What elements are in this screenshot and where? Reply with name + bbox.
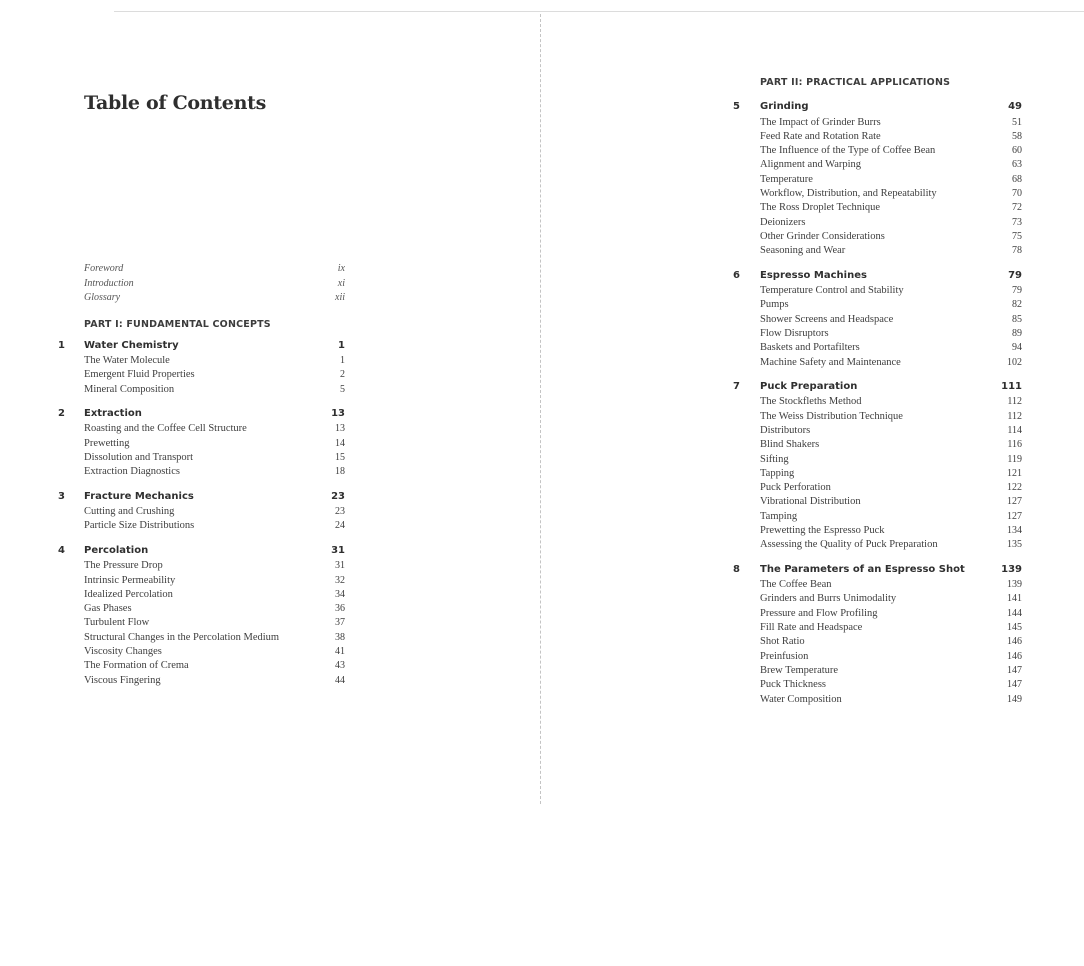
section-title: Temperature Control and Stability bbox=[760, 285, 904, 296]
section-page: 94 bbox=[1012, 342, 1022, 354]
section-title: Particle Size Distributions bbox=[84, 520, 195, 532]
section-page: 24 bbox=[335, 520, 345, 532]
section-title: Shower Screens and Headspace bbox=[760, 313, 894, 325]
section-page: 72 bbox=[1012, 202, 1022, 214]
section-entry bbox=[760, 158, 1022, 172]
section-page: 85 bbox=[1012, 313, 1022, 325]
section-title: Deionizers bbox=[760, 216, 806, 228]
front-matter-page: xi bbox=[337, 277, 345, 289]
section-entry bbox=[84, 631, 345, 645]
section-page: 63 bbox=[1012, 159, 1022, 171]
section-entry bbox=[84, 422, 345, 436]
section-page: 75 bbox=[1012, 230, 1022, 242]
section-entry bbox=[84, 505, 345, 519]
section-page: 44 bbox=[335, 674, 345, 686]
chapter-page: 23 bbox=[331, 490, 345, 502]
chapter-heading bbox=[55, 543, 345, 558]
section-page: 70 bbox=[1012, 188, 1022, 199]
front-matter-entry bbox=[84, 291, 345, 305]
section-entry bbox=[760, 144, 1022, 158]
section-title: Feed Rate and Rotation Rate bbox=[760, 130, 881, 142]
chapter-title: Water Chemistry bbox=[84, 339, 179, 351]
section-entry bbox=[84, 437, 345, 451]
front-matter-title: Glossary bbox=[84, 292, 121, 303]
section-title: Machine Safety and Maintenance bbox=[760, 356, 901, 368]
section-entry bbox=[84, 465, 345, 479]
section-page: 121 bbox=[1007, 467, 1022, 479]
section-page: 122 bbox=[1007, 482, 1022, 494]
section-entry bbox=[84, 588, 345, 602]
section-entry bbox=[84, 451, 345, 465]
section-title: Roasting and the Coffee Cell Structure bbox=[84, 423, 247, 435]
section-entry bbox=[84, 645, 345, 659]
chapter-number: 1 bbox=[58, 339, 65, 351]
section-entry bbox=[760, 327, 1022, 341]
section-entry bbox=[84, 368, 345, 382]
section-entry bbox=[760, 244, 1022, 258]
section-entry bbox=[84, 559, 345, 573]
chapter-number: 7 bbox=[733, 380, 740, 392]
section-entry bbox=[760, 495, 1022, 509]
section-page: 141 bbox=[1007, 593, 1022, 605]
section-title: Assessing the Quality of Puck Preparation bbox=[760, 539, 938, 551]
section-page: 119 bbox=[1007, 453, 1022, 465]
section-entry bbox=[84, 674, 345, 688]
section-title: Sifting bbox=[760, 453, 789, 465]
section-title: The Influence of the Type of Coffee Bean bbox=[760, 145, 936, 157]
section-entry bbox=[760, 678, 1022, 692]
section-page: 60 bbox=[1012, 145, 1022, 157]
chapter-title: Fracture Mechanics bbox=[84, 490, 194, 502]
section-page: 43 bbox=[335, 660, 345, 672]
section-entry bbox=[760, 116, 1022, 130]
part-heading: PART II: PRACTICAL APPLICATIONS bbox=[760, 77, 951, 88]
section-title: Mineral Composition bbox=[84, 383, 175, 395]
chapter-number: 5 bbox=[733, 101, 740, 112]
section-entry bbox=[84, 383, 345, 397]
section-title: The Ross Droplet Technique bbox=[760, 202, 881, 214]
section-page: 38 bbox=[335, 631, 345, 643]
chapter-heading bbox=[55, 489, 345, 504]
section-title: Emergent Fluid Properties bbox=[84, 369, 195, 381]
section-entry bbox=[760, 693, 1022, 707]
section-page: 18 bbox=[335, 466, 345, 478]
section-page: 135 bbox=[1007, 539, 1022, 551]
section-entry bbox=[760, 341, 1022, 355]
section-title: Grinders and Burrs Unimodality bbox=[760, 593, 897, 605]
section-entry bbox=[760, 635, 1022, 649]
front-matter-title: Foreword bbox=[84, 263, 124, 274]
section-entry bbox=[760, 621, 1022, 635]
section-title: The Formation of Crema bbox=[84, 660, 189, 672]
section-page: 116 bbox=[1007, 439, 1022, 451]
chapter-heading bbox=[730, 379, 1022, 394]
section-page: 13 bbox=[335, 423, 345, 435]
chapter-number: 4 bbox=[58, 544, 65, 556]
section-title: Extraction Diagnostics bbox=[84, 466, 180, 478]
section-title: Baskets and Portafilters bbox=[760, 342, 860, 354]
section-title: Prewetting the Espresso Puck bbox=[760, 525, 885, 536]
section-title: The Impact of Grinder Burrs bbox=[760, 116, 881, 128]
section-title: Turbulent Flow bbox=[84, 617, 150, 629]
section-page: 73 bbox=[1012, 216, 1022, 228]
section-title: Viscous Fingering bbox=[84, 674, 161, 686]
chapter-page: 31 bbox=[331, 544, 345, 556]
chapter-page: 49 bbox=[1008, 101, 1022, 112]
front-matter-entry bbox=[84, 262, 345, 276]
section-page: 139 bbox=[1007, 579, 1022, 591]
top-divider bbox=[114, 11, 1084, 12]
section-entry bbox=[760, 664, 1022, 678]
section-page: 102 bbox=[1007, 356, 1022, 368]
section-entry bbox=[760, 187, 1022, 201]
part-heading: PART I: FUNDAMENTAL CONCEPTS bbox=[84, 318, 271, 330]
section-entry bbox=[760, 230, 1022, 244]
section-entry bbox=[760, 650, 1022, 664]
page-gutter bbox=[540, 14, 541, 804]
section-title: Idealized Percolation bbox=[84, 588, 173, 600]
section-title: Tamping bbox=[760, 510, 798, 522]
section-title: Vibrational Distribution bbox=[760, 496, 861, 508]
section-entry bbox=[760, 298, 1022, 312]
front-matter-title: Introduction bbox=[84, 277, 134, 289]
section-title: Tapping bbox=[760, 467, 795, 479]
section-page: 68 bbox=[1012, 173, 1022, 185]
section-entry bbox=[84, 354, 345, 368]
section-entry bbox=[760, 284, 1022, 298]
section-page: 37 bbox=[335, 617, 345, 629]
chapter-number: 8 bbox=[733, 563, 740, 575]
section-page: 1 bbox=[340, 355, 345, 366]
section-title: Flow Disruptors bbox=[760, 327, 829, 339]
chapter-page: 139 bbox=[1001, 563, 1022, 575]
chapter-title: Percolation bbox=[84, 544, 149, 556]
section-entry bbox=[760, 524, 1022, 538]
section-page: 34 bbox=[335, 588, 345, 600]
section-title: Gas Phases bbox=[84, 603, 132, 615]
section-page: 127 bbox=[1007, 510, 1022, 522]
section-entry bbox=[84, 616, 345, 630]
chapter-title: The Parameters of an Espresso Shot bbox=[760, 563, 965, 575]
section-entry bbox=[760, 173, 1022, 187]
section-title: Cutting and Crushing bbox=[84, 506, 175, 518]
section-title: Shot Ratio bbox=[760, 636, 805, 648]
section-title: Alignment and Warping bbox=[760, 159, 862, 171]
section-title: Preinfusion bbox=[760, 650, 809, 662]
chapter-number: 2 bbox=[58, 407, 65, 419]
section-page: 5 bbox=[340, 383, 345, 395]
section-title: The Coffee Bean bbox=[760, 579, 832, 591]
section-page: 36 bbox=[335, 603, 345, 615]
chapter-heading bbox=[55, 338, 345, 353]
section-entry bbox=[84, 519, 345, 533]
front-matter-page: xii bbox=[335, 292, 345, 303]
section-title: Blind Shakers bbox=[760, 439, 820, 451]
section-title: Prewetting bbox=[84, 437, 130, 449]
chapter-title: Puck Preparation bbox=[760, 380, 858, 392]
section-title: Pressure and Flow Profiling bbox=[760, 607, 878, 619]
section-entry bbox=[760, 592, 1022, 606]
chapter-page: 79 bbox=[1008, 269, 1022, 281]
section-entry bbox=[760, 410, 1022, 424]
section-title: Intrinsic Permeability bbox=[84, 574, 176, 586]
section-title: Puck Perforation bbox=[760, 482, 831, 494]
section-page: 112 bbox=[1007, 410, 1022, 422]
section-page: 31 bbox=[335, 560, 345, 572]
section-entry bbox=[760, 201, 1022, 215]
chapter-heading bbox=[730, 268, 1022, 283]
chapter-title: Espresso Machines bbox=[760, 269, 867, 281]
section-page: 79 bbox=[1012, 285, 1022, 296]
section-entry bbox=[84, 659, 345, 673]
section-page: 23 bbox=[335, 506, 345, 518]
section-entry bbox=[760, 538, 1022, 552]
section-entry bbox=[84, 574, 345, 588]
chapter-number: 6 bbox=[733, 269, 740, 281]
section-page: 112 bbox=[1007, 396, 1022, 408]
chapter-title: Extraction bbox=[84, 407, 142, 419]
front-matter-entry bbox=[84, 277, 345, 291]
section-page: 2 bbox=[340, 369, 345, 381]
section-entry bbox=[760, 578, 1022, 592]
section-page: 78 bbox=[1012, 245, 1022, 257]
chapter-number: 3 bbox=[58, 490, 65, 502]
chapter-title: Grinding bbox=[760, 101, 809, 112]
section-entry bbox=[760, 453, 1022, 467]
chapter-page: 111 bbox=[1001, 380, 1022, 392]
section-page: 146 bbox=[1007, 650, 1022, 662]
section-title: Structural Changes in the Percolation Medium bbox=[84, 631, 280, 643]
section-page: 144 bbox=[1007, 607, 1022, 619]
section-page: 127 bbox=[1007, 496, 1022, 508]
section-entry bbox=[760, 216, 1022, 230]
page-title: Table of Contents bbox=[84, 92, 266, 114]
section-title: The Water Molecule bbox=[84, 355, 170, 366]
chapter-heading bbox=[730, 99, 1022, 114]
section-entry bbox=[84, 602, 345, 616]
section-page: 89 bbox=[1012, 327, 1022, 339]
section-title: Fill Rate and Headspace bbox=[760, 622, 863, 633]
section-page: 41 bbox=[335, 646, 345, 657]
section-entry bbox=[760, 130, 1022, 144]
section-title: Puck Thickness bbox=[760, 679, 827, 691]
section-page: 147 bbox=[1007, 664, 1022, 676]
section-page: 146 bbox=[1007, 636, 1022, 648]
section-entry bbox=[760, 356, 1022, 370]
section-title: Brew Temperature bbox=[760, 664, 839, 676]
section-title: The Pressure Drop bbox=[84, 560, 163, 572]
section-page: 15 bbox=[335, 452, 345, 463]
section-page: 51 bbox=[1012, 116, 1022, 128]
chapter-page: 1 bbox=[338, 339, 345, 351]
section-entry bbox=[760, 424, 1022, 438]
section-entry bbox=[760, 607, 1022, 621]
section-title: Pumps bbox=[760, 299, 789, 311]
chapter-heading bbox=[55, 406, 345, 421]
section-page: 134 bbox=[1007, 525, 1022, 536]
section-page: 114 bbox=[1007, 424, 1022, 436]
section-page: 32 bbox=[335, 574, 345, 586]
section-page: 82 bbox=[1012, 299, 1022, 311]
section-page: 58 bbox=[1012, 130, 1022, 142]
section-entry bbox=[760, 510, 1022, 524]
section-title: Viscosity Changes bbox=[84, 646, 162, 657]
section-entry bbox=[760, 313, 1022, 327]
section-entry bbox=[760, 467, 1022, 481]
section-title: Seasoning and Wear bbox=[760, 245, 846, 257]
section-title: Other Grinder Considerations bbox=[760, 230, 885, 242]
section-page: 14 bbox=[335, 437, 345, 449]
section-title: Temperature bbox=[760, 173, 813, 185]
section-title: Dissolution and Transport bbox=[84, 452, 194, 463]
section-title: The Stockfleths Method bbox=[760, 396, 862, 408]
section-title: Workflow, Distribution, and Repeatability bbox=[760, 188, 937, 199]
chapter-page: 13 bbox=[331, 407, 345, 419]
section-title: Water Composition bbox=[760, 693, 842, 705]
section-page: 147 bbox=[1007, 679, 1022, 691]
chapter-heading bbox=[730, 562, 1022, 577]
section-page: 145 bbox=[1007, 622, 1022, 633]
section-title: The Weiss Distribution Technique bbox=[760, 410, 903, 422]
section-entry bbox=[760, 395, 1022, 409]
section-entry bbox=[760, 438, 1022, 452]
front-matter-page: ix bbox=[337, 263, 345, 274]
section-page: 149 bbox=[1007, 693, 1022, 705]
section-entry bbox=[760, 481, 1022, 495]
section-title: Distributors bbox=[760, 424, 811, 436]
